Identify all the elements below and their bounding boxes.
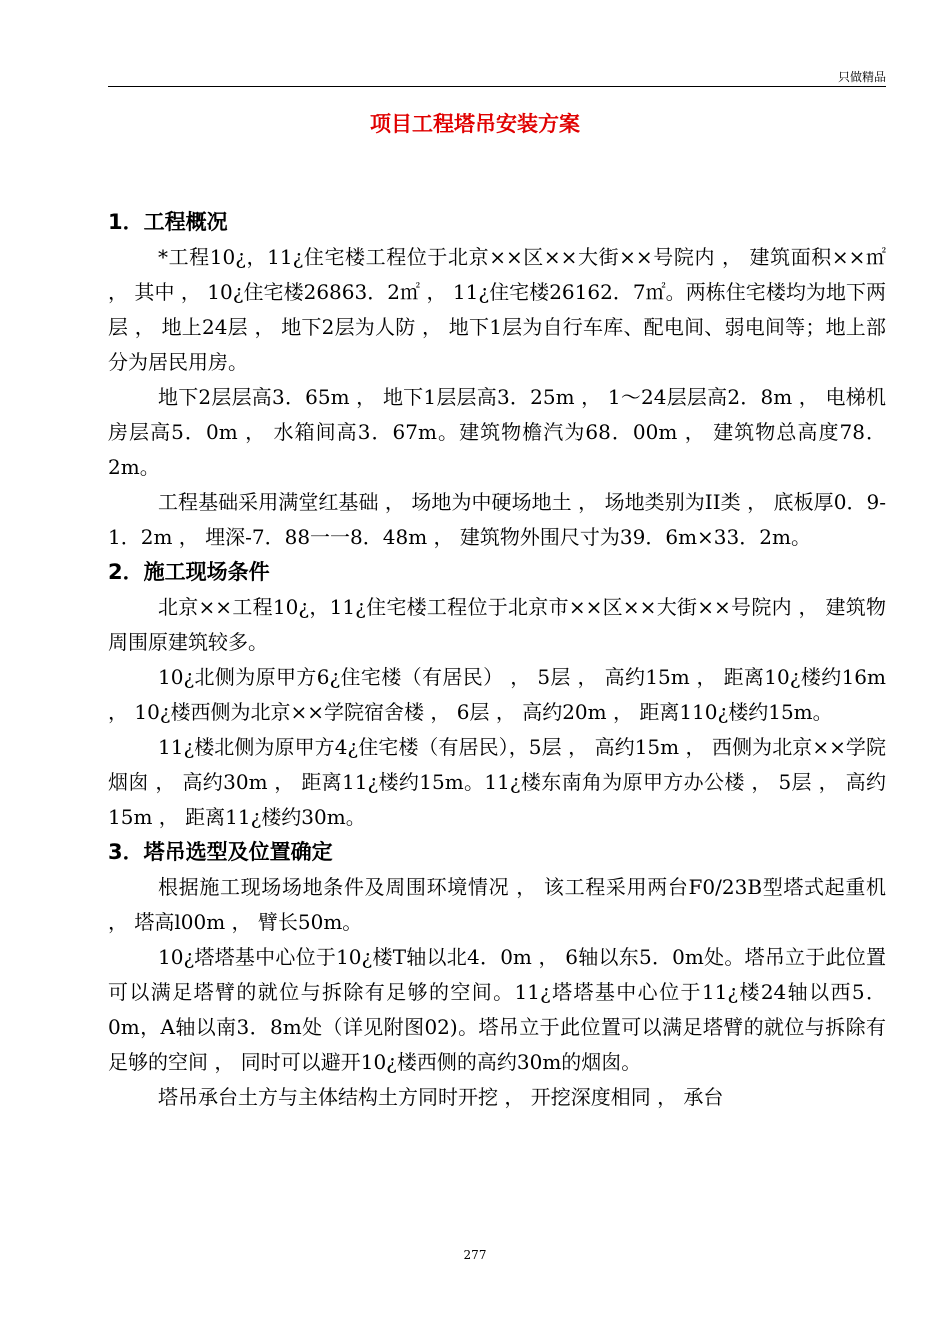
section-heading: 1．工程概况 (108, 210, 228, 234)
section-heading: 3．塔吊选型及位置确定 (108, 840, 333, 864)
paragraph: 工程基础采用满堂红基础 ， 场地为中硬场地土 ， 场地类别为II类 ， 底板厚0．9-1．2m ， 埋深-7．88一一8．48m ， 建筑物外围尺寸为39．6m×33．2m。 (108, 490, 886, 549)
paragraph: 地下2层层高3．65m ， 地下1层层高3．25m ， 1～24层层高2．8m ， 电梯机房层高5．0m ， 水箱间高3．67m。建筑物檐汽为68．00m ， 建筑物总高度78．2m。 (108, 385, 886, 479)
paragraph: 10¿北侧为原甲方6¿住宅楼（有居民） ， 5层 ， 高约15m ， 距离10¿楼约16m ， 10¿楼西侧为北京××学院宿舍楼 ， 6层 ， 高约20m ， 距离110¿楼约15m。 (108, 665, 886, 724)
header-note: 只做精品 (837, 70, 886, 84)
paragraph: *工程10¿，11¿住宅楼工程位于北京××区××大街××号院内 ， 建筑面积××㎡ ， 其中 ， 10¿住宅楼26863．2㎡ ， 11¿住宅楼26162．7㎡。两栋住宅楼均为地下两层 ， 地上24层 ， 地下2层为人防 ， 地下1层为自行车库、配电间、弱电间等；地上部分为居民用房。 (108, 245, 886, 374)
paragraph: 11¿楼北侧为原甲方4¿住宅楼（有居民），5层 ， 高约15m ， 西侧为北京××学院烟囱 ， 高约30m ， 距离11¿楼约15m。11¿楼东南角为原甲方办公楼 ， 5层 ， 高约15m ， 距离11¿楼约30m。 (108, 735, 886, 829)
paragraph: 塔吊承台土方与主体结构土方同时开挖 ， 开挖深度相同 ， 承台 (158, 1085, 724, 1109)
section-heading: 2．施工现场条件 (108, 560, 270, 584)
section-2 (108, 555, 886, 835)
section-3 (108, 835, 886, 1115)
paragraph: 根据施工现场场地条件及周围环境情况 ， 该工程采用两台F0/23B型塔式起重机 ， 塔高l00m ， 臂长50m。 (108, 875, 886, 934)
document-title: 项目工程塔吊安装方案 (370, 112, 580, 136)
section-1 (108, 205, 886, 555)
paragraph: 10¿塔塔基中心位于10¿楼T轴以北4．0m ， 6轴以东5．0m处。塔吊立于此位置可以满足塔臂的就位与拆除有足够的空间。11¿塔塔基中心位于11¿楼24轴以西5．0m，A轴以南3．8m处（详见附图02)。塔吊立于此位置可以满足塔臂的就位与拆除有足够的空间 ， 同时可以避开10¿楼西侧的高约30m的烟囱。 (108, 945, 886, 1074)
header-rule (108, 86, 886, 87)
page-number: 277 (463, 1248, 487, 1262)
document-body (108, 205, 886, 1115)
paragraph: 北京××工程10¿，11¿住宅楼工程位于北京市××区××大街××号院内 ， 建筑物周围原建筑较多。 (108, 595, 886, 654)
